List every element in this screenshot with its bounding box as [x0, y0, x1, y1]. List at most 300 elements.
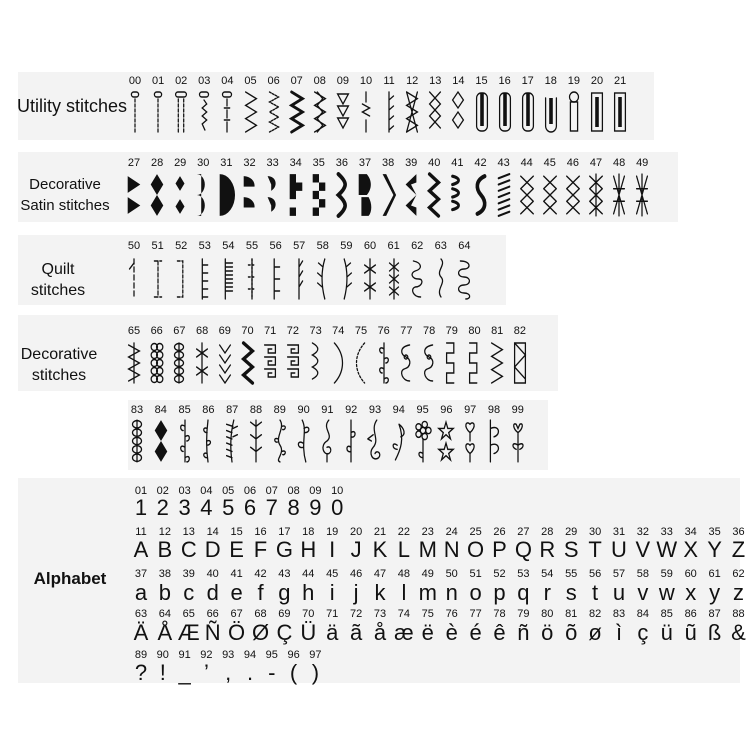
alphabet-character: L: [397, 537, 411, 562]
stitch-98-icon: [485, 418, 503, 464]
stitch-number: 58: [316, 240, 329, 252]
alphabet-character: ø: [588, 620, 602, 645]
stitch-33-icon: [264, 172, 282, 218]
alphabet-number: 49: [421, 568, 434, 580]
alphabet-character: K: [372, 537, 388, 562]
alphabet-number: 66: [206, 608, 219, 620]
alphabet-character: j: [353, 580, 359, 605]
alphabet-character: O: [467, 537, 485, 562]
stitch-number: 55: [245, 240, 259, 252]
alphabet-number: 53: [517, 568, 530, 580]
stitch-08-icon: [311, 90, 329, 134]
stitch-number: 77: [400, 325, 413, 337]
stitch-number: 84: [154, 404, 167, 416]
alphabet-character: ö: [541, 620, 554, 645]
stitch-number: 32: [243, 157, 256, 169]
stitch-number: 57: [293, 240, 306, 252]
stitch-48-icon: [610, 172, 628, 218]
alphabet-number: 86: [684, 608, 697, 620]
alphabet-character: 9: [309, 495, 322, 520]
alphabet-number: 46: [349, 568, 363, 580]
stitch-55-icon: [243, 257, 261, 301]
alphabet-number: 25: [469, 526, 482, 538]
stitch-number: 30: [197, 157, 210, 169]
alphabet-character: Ö: [228, 620, 246, 645]
alphabet-number: 64: [158, 608, 172, 620]
stitch-30-icon: [194, 172, 212, 218]
stitch-65-icon: [125, 341, 143, 385]
alphabet-character: 0: [331, 495, 344, 520]
stitch-83-icon: [128, 418, 146, 464]
stitch-06-icon: [265, 90, 283, 134]
stitch-number: 52: [175, 240, 188, 252]
alphabet-number: 77: [469, 608, 482, 620]
stitch-70-icon: [239, 341, 257, 385]
alphabet-character: ũ: [684, 620, 697, 645]
alphabet-character: !: [159, 660, 166, 685]
alphabet-number: 97: [309, 649, 322, 661]
stitch-86-icon: [199, 418, 217, 464]
stitch-52-icon: [172, 257, 190, 301]
stitch-number: 63: [434, 240, 447, 252]
stitch-number: 28: [150, 157, 164, 169]
stitch-number: 38: [381, 157, 395, 169]
alphabet-character: 6: [243, 495, 257, 520]
alphabet-number: 13: [182, 526, 195, 538]
stitch-43-icon: [495, 172, 513, 218]
stitch-number: 92: [345, 404, 358, 416]
alphabet-character: U: [611, 537, 627, 562]
stitch-number: 05: [244, 75, 257, 87]
alphabet-character: é: [469, 620, 482, 645]
stitch-number: 79: [445, 325, 458, 337]
alphabet-character: Ñ: [204, 620, 221, 645]
alphabet-number: 74: [397, 608, 411, 620]
stitch-62-icon: [408, 257, 426, 301]
stitch-number: 12: [406, 75, 419, 87]
stitch-number: 66: [150, 325, 163, 337]
alphabet-number: 14: [206, 526, 219, 538]
alphabet-character: ß: [707, 620, 722, 645]
stitch-21-icon: [611, 90, 629, 134]
alphabet-number: 44: [302, 568, 315, 580]
alphabet-character: i: [329, 580, 335, 605]
stitch-number: 87: [226, 404, 239, 416]
stitch-76-icon: [375, 341, 393, 385]
alphabet-character: C: [180, 537, 197, 562]
stitch-75-icon: [352, 341, 370, 385]
alphabet-character: M: [418, 537, 437, 562]
alphabet-number: 32: [636, 526, 650, 538]
stitch-number: 69: [218, 325, 231, 337]
alphabet-character: ã: [349, 620, 363, 645]
alphabet-number: 09: [309, 485, 322, 497]
alphabet-number: 76: [445, 608, 458, 620]
alphabet-number: 22: [397, 526, 411, 538]
stitch-number: 85: [178, 404, 191, 416]
quilt-stitches-label: Quilt stitches: [30, 261, 86, 299]
alphabet-number: 28: [541, 526, 554, 538]
stitch-number: 76: [377, 325, 390, 337]
alphabet-character: w: [658, 580, 675, 605]
stitch-68-icon: [193, 341, 211, 385]
alphabet-number: 31: [612, 526, 626, 538]
alphabet-character: 5: [222, 495, 235, 520]
stitch-13-icon: [426, 90, 444, 134]
alphabet-number: 05: [222, 485, 235, 497]
stitch-number: 73: [309, 325, 322, 337]
alphabet-character: .: [246, 660, 254, 685]
alphabet-character: r: [543, 580, 551, 605]
alphabet-character: x: [685, 580, 697, 605]
stitch-number: 70: [241, 325, 254, 337]
alphabet-number: 82: [588, 608, 602, 620]
stitch-57-icon: [290, 257, 308, 301]
alphabet-number: 23: [421, 526, 434, 538]
alphabet-character: Å: [157, 620, 173, 645]
alphabet-number: 81: [565, 608, 578, 620]
alphabet-number: 79: [517, 608, 530, 620]
alphabet-character: è: [445, 620, 458, 645]
alphabet-number: 26: [493, 526, 506, 538]
stitch-00-icon: [126, 90, 144, 134]
stitch-number: 65: [127, 325, 141, 337]
stitch-02-icon: [172, 90, 190, 134]
alphabet-number: 50: [445, 568, 458, 580]
alphabet-character: ): [311, 660, 320, 685]
alphabet-number: 36: [732, 526, 745, 538]
stitch-89-icon: [271, 418, 289, 464]
stitch-74-icon: [329, 341, 347, 385]
stitch-79-icon: [443, 341, 461, 385]
stitch-number: 75: [354, 325, 368, 337]
stitch-number: 98: [487, 404, 501, 416]
alphabet-character: -: [268, 660, 276, 685]
alphabet-character: (: [289, 660, 298, 685]
stitch-14-icon: [449, 90, 467, 134]
alphabet-number: 70: [302, 608, 315, 620]
stitch-number: 72: [286, 325, 300, 337]
alphabet-character: Z: [731, 537, 746, 562]
alphabet-character: o: [469, 580, 482, 605]
alphabet-character: a: [134, 580, 148, 605]
alphabet-character: b: [158, 580, 172, 605]
stitch-number: 09: [336, 75, 350, 87]
stitch-number: 15: [475, 75, 488, 87]
alphabet-character: ?: [134, 660, 148, 685]
alphabet-character: &: [731, 620, 746, 645]
alphabet-number: 72: [349, 608, 363, 620]
stitch-63-icon: [432, 257, 450, 301]
alphabet-number: 18: [302, 526, 315, 538]
stitch-number: 94: [392, 404, 405, 416]
stitch-84-icon: [152, 418, 170, 464]
stitch-16-icon: [496, 90, 514, 134]
alphabet-number: 34: [684, 526, 697, 538]
alphabet-number: 54: [541, 568, 554, 580]
alphabet-number: 61: [708, 568, 721, 580]
alphabet-character: æ: [394, 620, 414, 645]
alphabet-number: 04: [200, 485, 213, 497]
alphabet-number: 60: [684, 568, 697, 580]
alphabet-character: ê: [493, 620, 506, 645]
alphabet-number: 65: [182, 608, 195, 620]
alphabet-number: 67: [230, 608, 243, 620]
stitch-number: 27: [127, 157, 141, 169]
stitch-96-icon: [437, 418, 455, 464]
utility-stitches-label: Utility stitches: [16, 96, 128, 116]
alphabet-character: X: [683, 537, 699, 562]
alphabet-number: 68: [254, 608, 267, 620]
alphabet-number: 88: [732, 608, 745, 620]
alphabet-number: 92: [200, 649, 213, 661]
stitch-number: 67: [173, 325, 186, 337]
stitch-97-icon: [461, 418, 479, 464]
alphabet-number: 11: [135, 526, 147, 538]
alphabet-number: 03: [178, 485, 191, 497]
stitch-number: 35: [312, 157, 325, 169]
alphabet-number: 12: [158, 526, 172, 538]
stitch-number: 06: [267, 75, 280, 87]
alphabet-number: 08: [287, 485, 300, 497]
alphabet-number: 41: [230, 568, 243, 580]
stitch-07-icon: [288, 90, 306, 134]
stitch-number: 61: [387, 240, 400, 252]
stitch-87-icon: [223, 418, 241, 464]
stitch-number: 19: [567, 75, 581, 87]
stitch-number: 37: [358, 157, 372, 169]
alphabet-character: 7: [265, 495, 278, 520]
stitch-number: 04: [221, 75, 234, 87]
alphabet-character: H: [300, 537, 317, 562]
alphabet-character: s: [565, 580, 577, 605]
stitch-05-icon: [242, 90, 260, 134]
alphabet-number: 27: [517, 526, 530, 538]
stitch-81-icon: [488, 341, 506, 385]
alphabet-character: _: [178, 660, 191, 685]
stitch-36-icon: [333, 172, 351, 218]
stitch-number: 44: [520, 157, 533, 169]
alphabet-number: 95: [265, 649, 278, 661]
stitch-17-icon: [519, 90, 537, 134]
stitch-82-icon: [511, 341, 529, 385]
alphabet-character: Ü: [300, 620, 317, 645]
alphabet-number: 69: [278, 608, 291, 620]
stitch-54-icon: [219, 257, 237, 301]
alphabet-character: S: [563, 537, 579, 562]
stitch-51-icon: [149, 257, 167, 301]
stitch-number: 51: [151, 240, 164, 252]
stitch-number: 68: [195, 325, 209, 337]
stitch-number: 39: [405, 157, 418, 169]
stitch-number: 03: [198, 75, 211, 87]
alphabet-character: Ä: [133, 620, 149, 645]
stitch-56-icon: [267, 257, 285, 301]
alphabet-character: q: [517, 580, 530, 605]
alphabet-character: I: [329, 537, 336, 562]
alphabet-number: 38: [158, 568, 172, 580]
alphabet-character: A: [133, 537, 149, 562]
stitch-72-icon: [284, 341, 302, 385]
stitch-number: 47: [589, 157, 603, 169]
stitch-01-icon: [149, 90, 167, 134]
stitch-number: 49: [636, 157, 649, 169]
alphabet-character: Y: [707, 537, 722, 562]
stitch-number: 81: [491, 325, 504, 337]
stitch-27-icon: [125, 172, 143, 218]
stitch-61-icon: [385, 257, 403, 301]
alphabet-character: 4: [200, 495, 213, 520]
satin-stitches-label: Decorative Satin stitches: [20, 176, 110, 214]
stitch-99-icon: [509, 418, 527, 464]
stitch-number: 08: [313, 75, 326, 87]
alphabet-character: õ: [565, 620, 578, 645]
alphabet-character: f: [257, 580, 264, 605]
alphabet-number: 85: [660, 608, 673, 620]
stitch-34-icon: [287, 172, 305, 218]
stitch-28-icon: [148, 172, 166, 218]
stitch-39-icon: [402, 172, 420, 218]
alphabet-number: 71: [326, 608, 339, 620]
alphabet-number: 15: [230, 526, 243, 538]
stitch-number: 45: [543, 157, 556, 169]
stitch-number: 88: [249, 404, 263, 416]
alphabet-character: 2: [156, 495, 169, 520]
stitch-90-icon: [295, 418, 313, 464]
stitch-49-icon: [633, 172, 651, 218]
stitch-number: 17: [521, 75, 534, 87]
alphabet-number: 87: [708, 608, 721, 620]
alphabet-number: 43: [278, 568, 291, 580]
stitch-number: 40: [428, 157, 441, 169]
alphabet-character: z: [733, 580, 744, 605]
stitch-12-icon: [403, 90, 421, 134]
stitch-number: 90: [297, 404, 310, 416]
stitch-number: 71: [264, 325, 277, 337]
stitch-number: 96: [440, 404, 453, 416]
stitch-78-icon: [420, 341, 438, 385]
alphabet-number: 96: [287, 649, 300, 661]
alphabet-number: 16: [254, 526, 267, 538]
alphabet-character: p: [493, 580, 506, 605]
stitch-number: 18: [544, 75, 557, 87]
stitch-number: 14: [452, 75, 465, 87]
stitch-number: 86: [202, 404, 215, 416]
alphabet-number: 47: [373, 568, 387, 580]
alphabet-character: V: [635, 537, 651, 562]
stitch-60-icon: [361, 257, 379, 301]
stitch-40-icon: [425, 172, 443, 218]
stitch-number: 74: [332, 325, 345, 337]
stitch-42-icon: [472, 172, 490, 218]
stitch-number: 36: [335, 157, 349, 169]
alphabet-number: 93: [222, 649, 235, 661]
stitch-number: 80: [468, 325, 481, 337]
stitch-number: 34: [289, 157, 302, 169]
alphabet-character: ü: [660, 620, 673, 645]
alphabet-character: t: [592, 580, 599, 605]
alphabet-character: n: [445, 580, 458, 605]
alphabet-number: 58: [636, 568, 650, 580]
stitch-number: 00: [128, 75, 142, 87]
stitch-03-icon: [195, 90, 213, 134]
stitch-45-icon: [541, 172, 559, 218]
stitch-77-icon: [397, 341, 415, 385]
stitch-number: 01: [151, 75, 165, 87]
alphabet-number: 78: [493, 608, 506, 620]
stitch-71-icon: [261, 341, 279, 385]
stitch-11-icon: [380, 90, 398, 134]
alphabet-character: l: [401, 580, 407, 605]
alphabet-number: 24: [445, 526, 458, 538]
alphabet-character: e: [230, 580, 243, 605]
stitch-number: 53: [198, 240, 211, 252]
alphabet-number: 39: [182, 568, 195, 580]
alphabet-number: 80: [541, 608, 554, 620]
alphabet-character: P: [492, 537, 507, 562]
stitch-number: 16: [498, 75, 511, 87]
stitch-number: 91: [321, 404, 334, 416]
alphabet-number: 07: [265, 485, 278, 497]
stitch-number: 89: [273, 404, 286, 416]
stitch-80-icon: [466, 341, 484, 385]
alphabet-number: 73: [373, 608, 387, 620]
alphabet-character: Æ: [177, 620, 200, 645]
alphabet-number: 75: [421, 608, 434, 620]
stitch-number: 50: [127, 240, 141, 252]
stitch-number: 93: [368, 404, 382, 416]
alphabet-character: d: [206, 580, 219, 605]
stitch-37-icon: [356, 172, 374, 218]
stitch-number: 20: [590, 75, 604, 87]
alphabet-character: Ç: [276, 620, 293, 645]
alphabet-character: ,: [225, 660, 232, 685]
stitch-88-icon: [247, 418, 265, 464]
stitch-32-icon: [241, 172, 259, 218]
alphabet-number: 90: [156, 649, 169, 661]
alphabet-number: 06: [243, 485, 257, 497]
alphabet-character: ì: [615, 620, 623, 645]
stitch-number: 02: [175, 75, 188, 87]
alphabet-number: 45: [326, 568, 339, 580]
alphabet-character: c: [183, 580, 195, 605]
alphabet-character: T: [588, 537, 602, 562]
stitch-35-icon: [310, 172, 328, 218]
stitch-41-icon: [448, 172, 466, 218]
stitch-number: 07: [290, 75, 303, 87]
stitch-number: 78: [422, 325, 436, 337]
alphabet-character: 8: [287, 495, 300, 520]
alphabet-character: u: [612, 580, 626, 605]
alphabet-number: 21: [373, 526, 387, 538]
stitch-number: 56: [269, 240, 282, 252]
stitch-number: 13: [429, 75, 442, 87]
alphabet-number: 01: [134, 485, 148, 497]
stitch-number: 11: [383, 75, 395, 87]
stitch-95-icon: [414, 418, 432, 464]
stitch-number: 21: [613, 75, 627, 87]
stitch-93-icon: [366, 418, 384, 464]
alphabet-character: ñ: [517, 620, 530, 645]
stitch-31-icon: [217, 172, 235, 218]
alphabet-number: 62: [732, 568, 745, 580]
alphabet-number: 37: [134, 568, 148, 580]
alphabet-character: v: [637, 580, 649, 605]
alphabet-character: m: [418, 580, 437, 605]
stitch-number: 43: [497, 157, 510, 169]
stitch-58-icon: [314, 257, 332, 301]
alphabet-number: 40: [206, 568, 219, 580]
